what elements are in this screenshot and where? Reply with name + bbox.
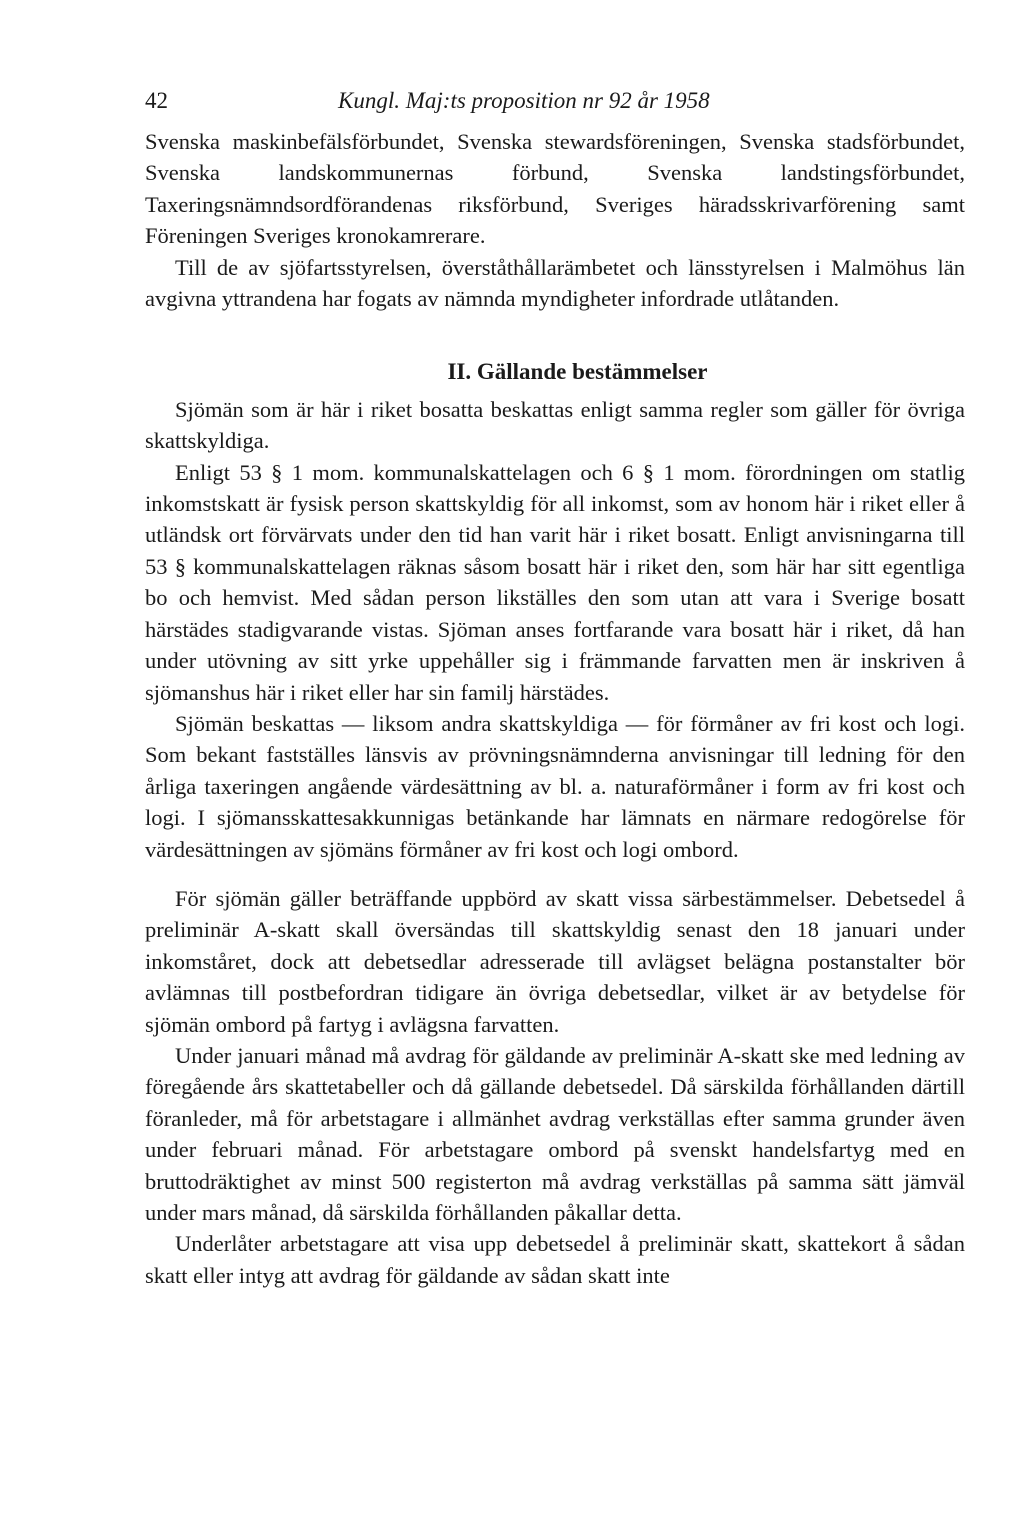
paragraph-tax-collection: För sjömän gäller beträffande uppbörd av skatt vissa särbestämmelser. Debetsedel å preliminär A-skatt skall översändas till skattskyldig senast den 18 januari under inkomståret, dock att debetsedlar adresserade till avlägset belägna postanstalter bör avlämnas till postbefordran tidigare än övriga debetsedlar, vilket är av betydelse för sjömän ombord på fartyg i avlägsna farvatten. xyxy=(145,885,965,1037)
paragraph-residence-rule: Enligt 53 § 1 mom. kommunalskattelagen och 6 § 1 mom. förordningen om statlig inkomstskatt är fysisk person skattskyldig för all inkomst, som av honom här i riket eller å utländsk ort förvärvats under den tid han varit här i riket bosatt. Enligt anvisningarna till 53 § kommunalskattelagen räknas såsom bosatt här i riket den, som här har sitt egentliga bo och hemvist. Med sådan person likställes den som utan att vara i Sverige bosatt härstädes stadigvarande vistas. Sjöman anses fortfarande vara bosatt här i riket, då han under utövning av sitt yrke uppehåller sig i främmande farvatten men är inskriven å sjömanshus här i riket eller har sin familj härstädes. xyxy=(145,459,965,705)
paragraph-taxation-rule: Sjömän som är här i riket bosatta beskattas enligt samma regler som gäller för övriga skattskyldiga. xyxy=(145,396,965,454)
paragraph-deductions: Under januari månad må avdrag för gäldande av preliminär A-skatt ske med ledning av föregående års skattetabeller och då gällande debetsedel. Då särskilda förhållanden därtill föranleder, må för arbetstagare i allmänhet avdrag verkställas efter samma grunder även under februari månad. För arbetstagare ombord på svenskt handelsfartyg med en bruttodräktighet av minst 500 registerton må avdrag verkställas på samma sätt jämväl under mars månad, då särskilda förhållanden påkallar detta. xyxy=(145,1042,965,1225)
page-number: 42 xyxy=(145,88,168,113)
section-heading: II. Gällande bestämmelser xyxy=(447,359,708,385)
paragraph-board-lodging: Sjömän beskattas — liksom andra skattskyldiga — för förmåner av fri kost och logi. Som bekant fastställes länsvis av prövningsnämnderna anvisningar till ledning för den årliga taxeringen angående värdesättning av bl. a. naturaförmåner i form av fri kost och logi. I sjömansskattesakkunnigas betänkande har lämnats en närmare redogörelse för värdesättningen av sjömäns förmåner av fri kost och logi ombord. xyxy=(145,710,965,862)
body-text xyxy=(145,126,965,1291)
running-title: Kungl. Maj:ts proposition nr 92 år 1958 xyxy=(338,88,710,113)
paragraph-attached-statements: Till de av sjöfartsstyrelsen, överståthållarämbetet och länsstyrelsen i Malmöhus län avgivna yttrandena har fogats av nämnda myndigheter infordrade utlåtanden. xyxy=(145,254,965,312)
paragraph-failure-to-show: Underlåter arbetstagare att visa upp debetsedel å preliminär skatt, skattekort å sådan skatt eller intyg att avdrag för gäldande av sådan skatt inte xyxy=(145,1231,965,1288)
paragraph-committee-list: Svenska maskinbefälsförbundet, Svenska stewardsföreningen, Svenska stadsförbundet, Svenska landskommunernas förbund, Svenska landstingsförbundet, Taxeringsnämndsordförandenas riksförbund, Sveriges häradsskrivarförening samt Föreningen Sveriges kronokamrerare. xyxy=(145,129,965,249)
running-header xyxy=(145,86,965,116)
